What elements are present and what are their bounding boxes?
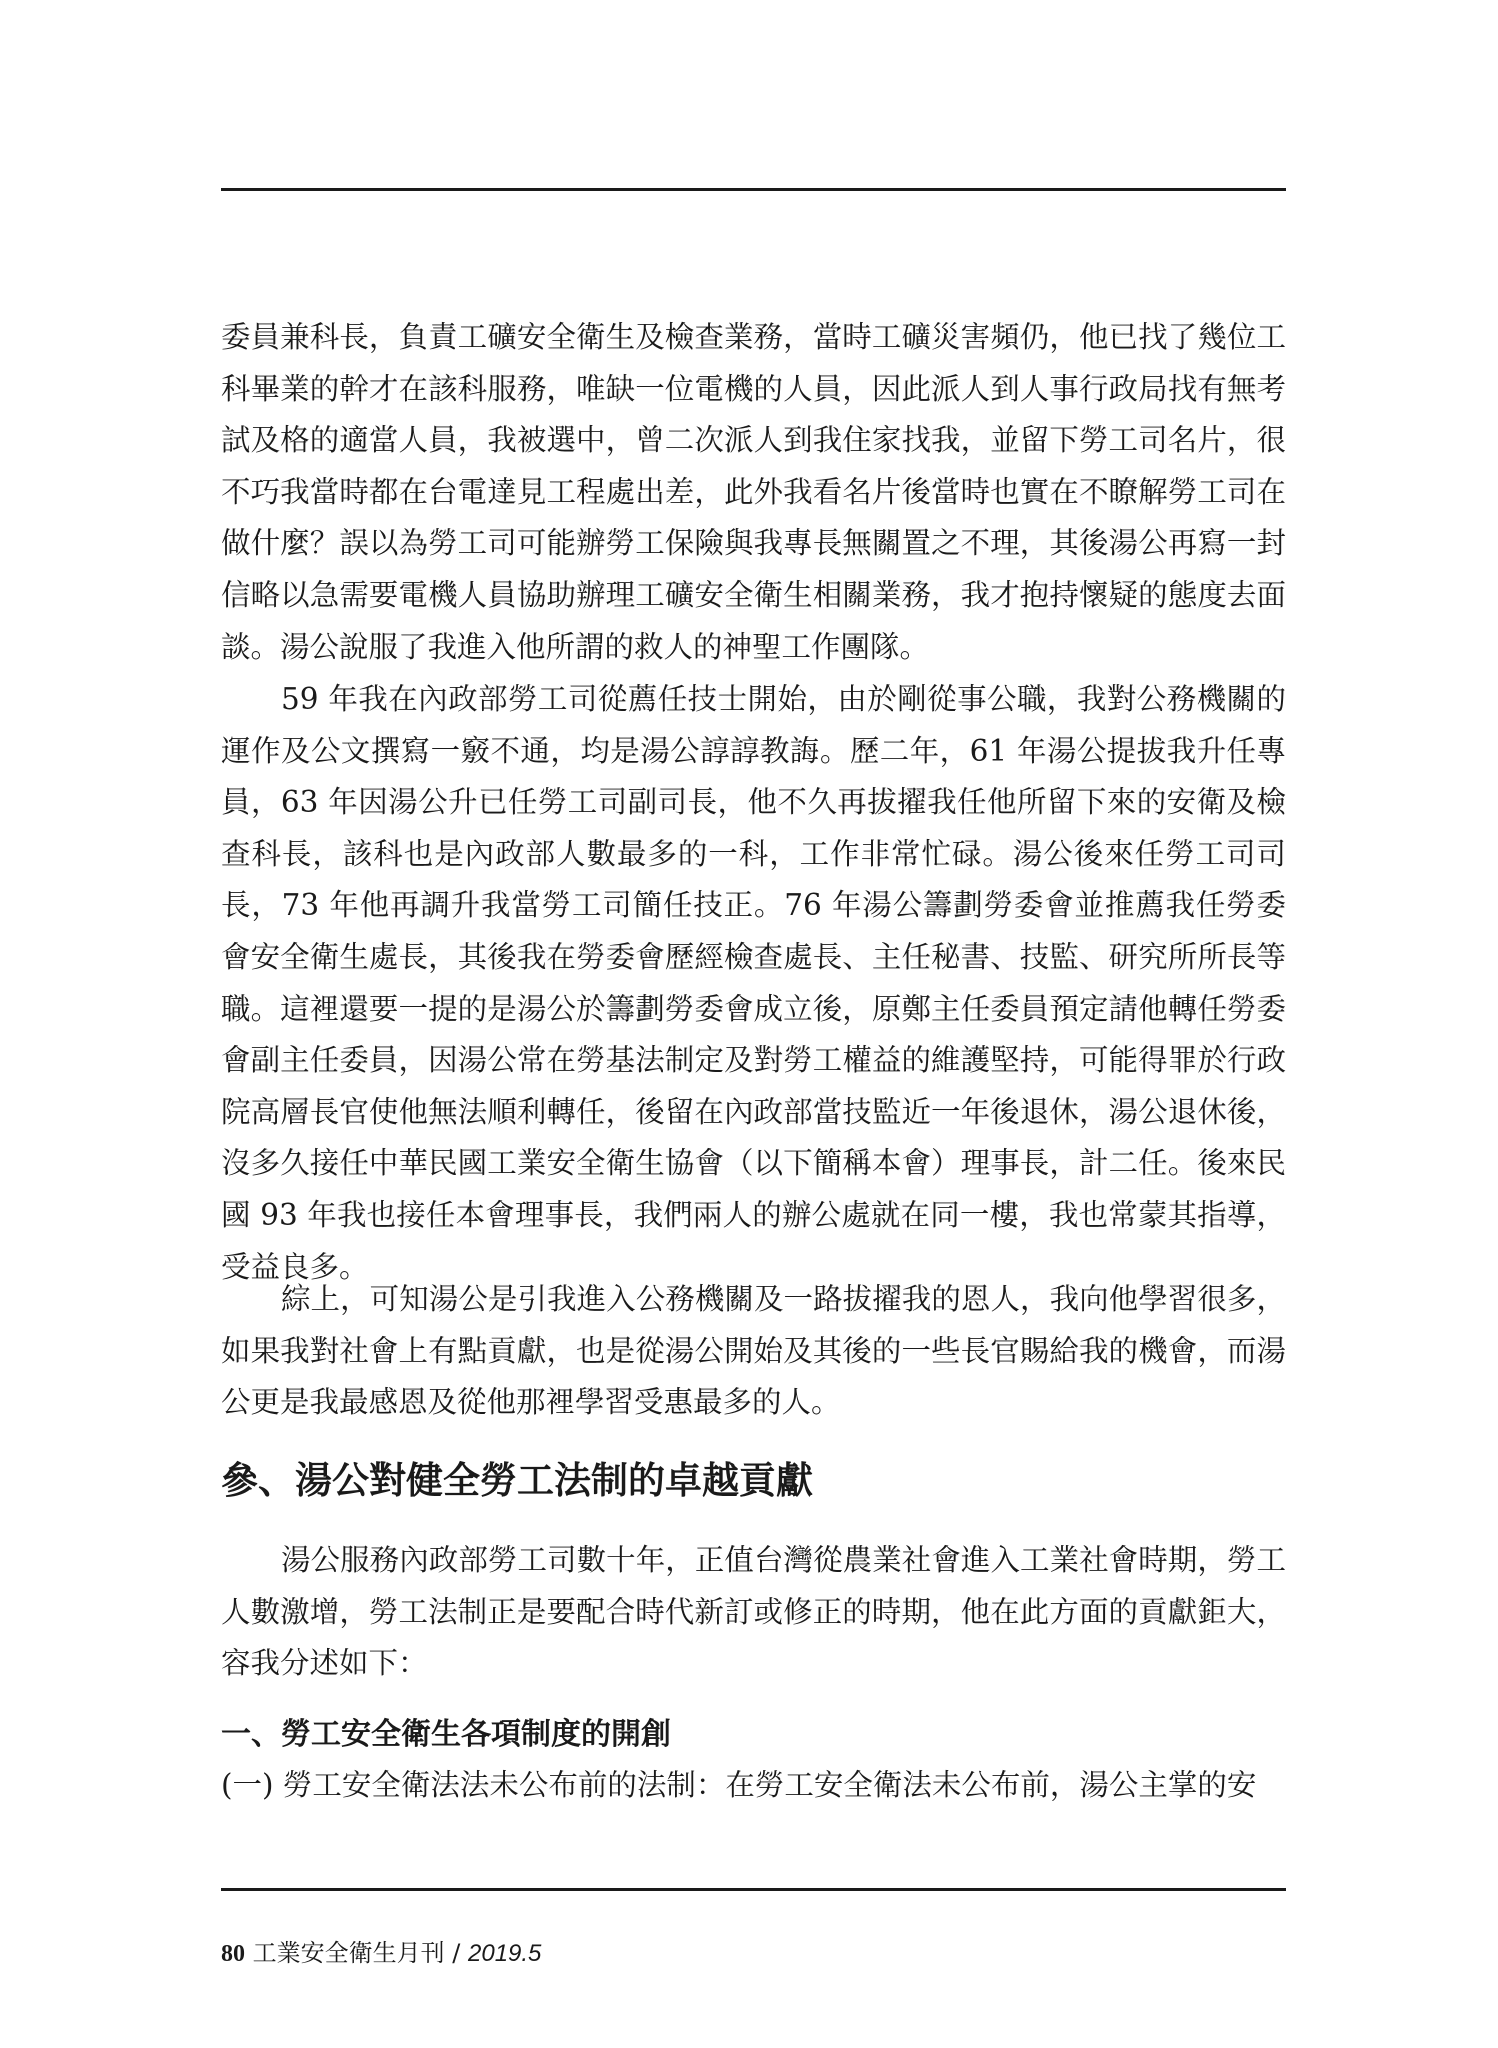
subsection-paragraph: (一) 勞工安全衛法法未公布前的法制：在勞工安全衛法未公布前，湯公主掌的安 — [221, 1768, 1257, 1802]
page-number: 80 — [221, 1941, 245, 1967]
section-paragraph: 湯公服務內政部勞工司數十年，正值台灣從農業社會進入工業社會時期，勞工人數激增，勞工法制正是要配合時代新訂或修正的時期，他在此方面的貢獻鉅大，容我分述如下： — [221, 1543, 1286, 1681]
page-footer — [221, 1938, 541, 1969]
body-paragraph-3: 綜上，可知湯公是引我進入公務機關及一路拔擢我的恩人，我向他學習很多，如果我對社會上有點貢獻，也是從湯公開始及其後的一些長官賜給我的機會，而湯公更是我最感恩及從他那裡學習受惠最多的人。 — [221, 1282, 1286, 1420]
body-paragraph-2: 59 年我在內政部勞工司從薦任技士開始，由於剛從事公職，我對公務機關的運作及公文撰寫一竅不通，均是湯公諄諄教誨。歷二年，61 年湯公提拔我升任專員，63 年因湯公升已任勞工司副司長，他不久再拔擢我任他所留下來的安衛及檢查科長，該科也是內政部人數最多的一科，工作非常忙碌。湯公後來任勞工司司長，73 年他再調升我當勞工司簡任技正。76 年湯公籌劃勞委會並推薦我任勞委會安全衛生處長，其後我在勞委會歷經檢查處長、主任秘書、技監、研究所所長等職。這裡還要一提的是湯公於籌劃勞委會成立後，原鄭主任委員預定請他轉任勞委會副主任委員，因湯公常在勞基法制定及對勞工權益的維護堅持，可能得罪於行政院高層長官使他無法順利轉任，後留在內政部當技監近一年後退休，湯公退休後，沒多久接任中華民國工業安全衛生協會（以下簡稱本會）理事長，計二任。後來民國 93 年我也接任本會理事長，我們兩人的辦公處就在同一樓，我也常蒙其指導，受益良多。 — [221, 682, 1286, 1284]
journal-name: 工業安全衛生月刊 / — [252, 1939, 461, 1967]
body-paragraph-1: 委員兼科長，負責工礦安全衛生及檢查業務，當時工礦災害頻仍，他已找了幾位工科畢業的幹才在該科服務，唯缺一位電機的人員，因此派人到人事行政局找有無考試及格的適當人員，我被選中，曾二次派人到我住家找我，並留下勞工司名片，很不巧我當時都在台電達見工程處出差，此外我看名片後當時也實在不瞭解勞工司在做什麼？誤以為勞工司可能辦勞工保險與我專長無關置之不理，其後湯公再寫一封信略以急需要電機人員協助辦理工礦安全衛生相關業務，我才抱持懷疑的態度去面談。湯公說服了我進入他所謂的救人的神聖工作團隊。 — [221, 320, 1286, 664]
subsection-heading: 一、勞工安全衛生各項制度的開創 — [221, 1717, 671, 1752]
issue-date: 2019.5 — [468, 1940, 542, 1967]
footer-rule — [221, 1888, 1286, 1891]
header-rule — [221, 188, 1286, 191]
section-heading: 參、湯公對健全勞工法制的卓越貢獻 — [221, 1459, 813, 1502]
